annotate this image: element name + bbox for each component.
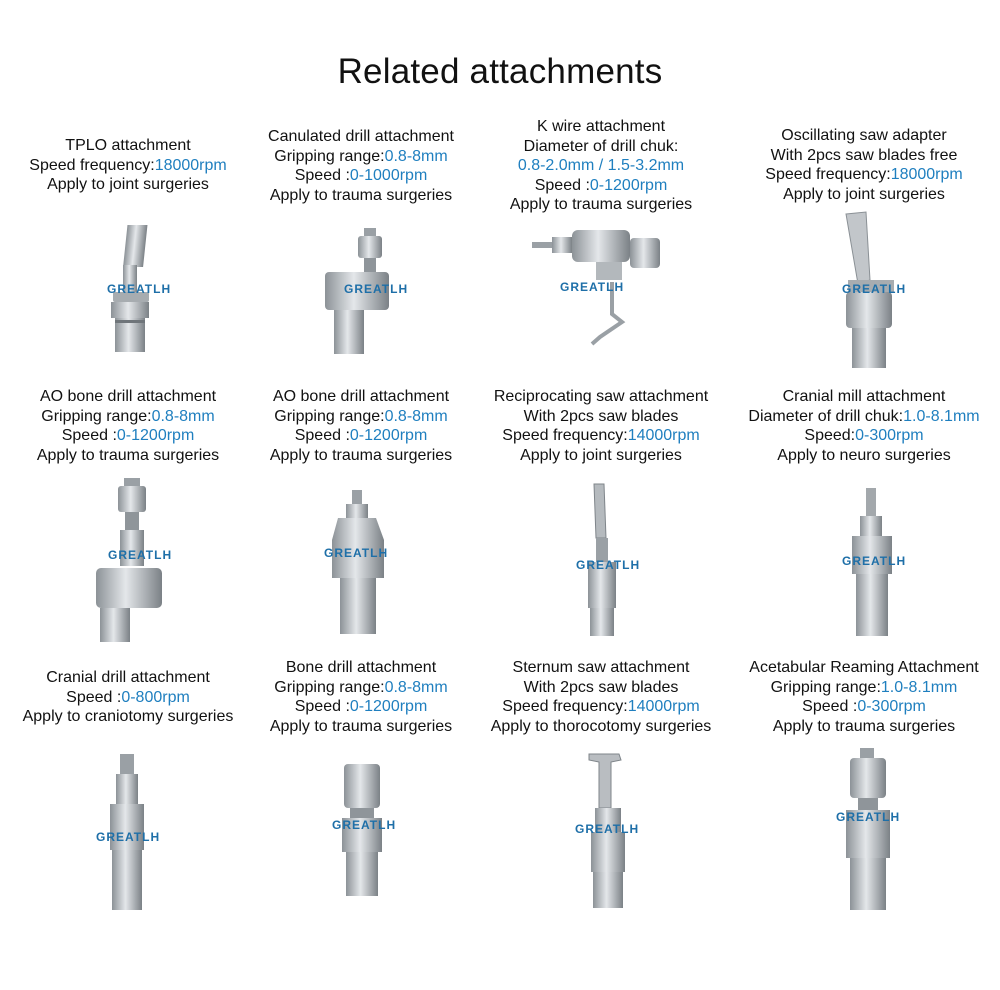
k-wire-attachment-image (530, 222, 665, 352)
attachment-card-acetabular-reaming (739, 658, 989, 736)
sternum-saw-attachment-image (575, 752, 640, 912)
attachment-name: Oscillating saw adapter (781, 127, 947, 144)
ao-bone-drill-attachment-image-2 (318, 488, 398, 638)
attachment-card-reciprocating-saw (476, 387, 726, 465)
attachment-spec-line: With 2pcs saw blades (523, 407, 679, 425)
brand-watermark: GREATLH (107, 282, 172, 296)
brand-watermark: GREATLH (108, 548, 173, 562)
attachment-spec-line: Speed :0-1200rpm (294, 427, 428, 444)
attachment-spec-line: Gripping range:0.8-8mm (274, 407, 448, 425)
attachment-spec-line: Apply to joint surgeries (520, 446, 682, 464)
attachment-name: Reciprocating saw attachment (493, 388, 709, 405)
brand-watermark: GREATLH (344, 282, 409, 296)
attachment-spec-line: Speed frequency:18000rpm (765, 166, 963, 183)
attachment-spec-line: Speed :0-300rpm (802, 698, 926, 715)
attachment-card-tplo (3, 136, 253, 195)
brand-watermark: GREATLH (96, 830, 161, 844)
attachment-card-ao-bone-drill-1 (3, 387, 253, 465)
attachment-spec-line: Apply to neuro surgeries (777, 446, 951, 464)
attachment-name: AO bone drill attachment (39, 388, 217, 405)
canulated-drill-attachment-image (320, 226, 410, 356)
page-title: Related attachments (337, 52, 663, 91)
attachment-name: TPLO attachment (65, 137, 191, 154)
attachment-spec-line: Diameter of drill chuk:1.0-8.1mm (748, 407, 980, 425)
brand-watermark: GREATLH (836, 810, 901, 824)
attachment-spec-line: Speed frequency:14000rpm (502, 698, 700, 715)
brand-watermark: GREATLH (576, 558, 641, 572)
attachment-spec-line: Gripping range:0.8-8mm (274, 147, 448, 165)
brand-watermark: GREATLH (575, 822, 640, 836)
attachment-spec-line: With 2pcs saw blades (523, 678, 679, 696)
attachment-name: Cranial drill attachment (46, 669, 210, 686)
attachment-spec-line: Speed :0-1200rpm (61, 427, 195, 444)
attachment-card-canulated-drill (236, 127, 486, 205)
brand-watermark: GREATLH (842, 282, 907, 296)
attachment-name: Canulated drill attachment (268, 128, 454, 145)
attachment-card-bone-drill (236, 658, 486, 736)
attachment-card-ao-bone-drill-2 (236, 387, 486, 465)
attachment-name: Acetabular Reaming Attachment (749, 659, 979, 676)
attachment-spec-line: Gripping range:1.0-8.1mm (770, 678, 958, 696)
cranial-mill-attachment-image (840, 486, 905, 641)
attachment-spec-line: Apply to craniotomy surgeries (22, 708, 234, 725)
reciprocating-saw-attachment-image (572, 482, 641, 640)
brand-watermark: GREATLH (842, 554, 907, 568)
attachment-spec-line: 0.8-2.0mm / 1.5-3.2mm (517, 157, 685, 174)
attachment-card-cranial-drill (3, 668, 253, 727)
attachment-spec-line: Speed:0-300rpm (804, 427, 924, 444)
attachment-card-cranial-mill (739, 387, 989, 465)
attachment-card-oscillating-saw (739, 126, 989, 204)
attachment-spec-line: Gripping range:0.8-8mm (41, 407, 215, 425)
attachment-card-k-wire (476, 117, 726, 215)
attachment-spec-line: Gripping range:0.8-8mm (274, 678, 448, 696)
attachment-spec-line: Speed :0-1000rpm (294, 167, 428, 184)
attachment-spec-line: Diameter of drill chuk: (523, 137, 679, 155)
attachment-spec-line: Apply to trauma surgeries (509, 196, 693, 213)
attachment-spec-line: With 2pcs saw blades free (770, 146, 958, 164)
attachment-name: Bone drill attachment (285, 659, 437, 676)
tplo-attachment-image (95, 220, 172, 355)
ao-bone-drill-attachment-image (92, 476, 177, 646)
attachment-spec-line: Speed :0-1200rpm (534, 176, 668, 194)
attachment-spec-line: Speed :0-1200rpm (294, 698, 428, 715)
attachment-spec-line: Apply to joint surgeries (47, 176, 209, 193)
attachment-name: AO bone drill attachment (272, 388, 450, 405)
attachment-spec-line: Apply to joint surgeries (783, 185, 945, 203)
attachment-spec-line: Speed frequency:14000rpm (502, 427, 700, 444)
attachment-spec-line: Speed :0-800rpm (66, 688, 190, 706)
attachment-name: K wire attachment (536, 118, 666, 135)
brand-watermark: GREATLH (332, 818, 397, 832)
oscillating-saw-adapter-image (838, 210, 908, 370)
acetabular-reaming-attachment-image (836, 746, 901, 914)
attachment-spec-line: Apply to trauma surgeries (772, 717, 956, 735)
bone-drill-attachment-image (332, 760, 397, 900)
attachment-name: Cranial mill attachment (782, 388, 946, 405)
cranial-drill-attachment-image (94, 752, 164, 914)
attachment-spec-line: Apply to trauma surgeries (269, 717, 453, 735)
attachment-spec-line: Apply to trauma surgeries (36, 446, 220, 464)
brand-watermark: GREATLH (324, 546, 389, 560)
attachment-card-sternum-saw (476, 658, 726, 736)
attachment-spec-line: Speed frequency:18000rpm (29, 156, 227, 174)
attachment-spec-line: Apply to trauma surgeries (269, 186, 453, 204)
attachment-spec-line: Apply to trauma surgeries (269, 446, 453, 464)
attachment-name: Sternum saw attachment (512, 659, 690, 676)
brand-watermark: GREATLH (560, 280, 625, 294)
attachment-spec-line: Apply to thorocotomy surgeries (490, 717, 712, 735)
